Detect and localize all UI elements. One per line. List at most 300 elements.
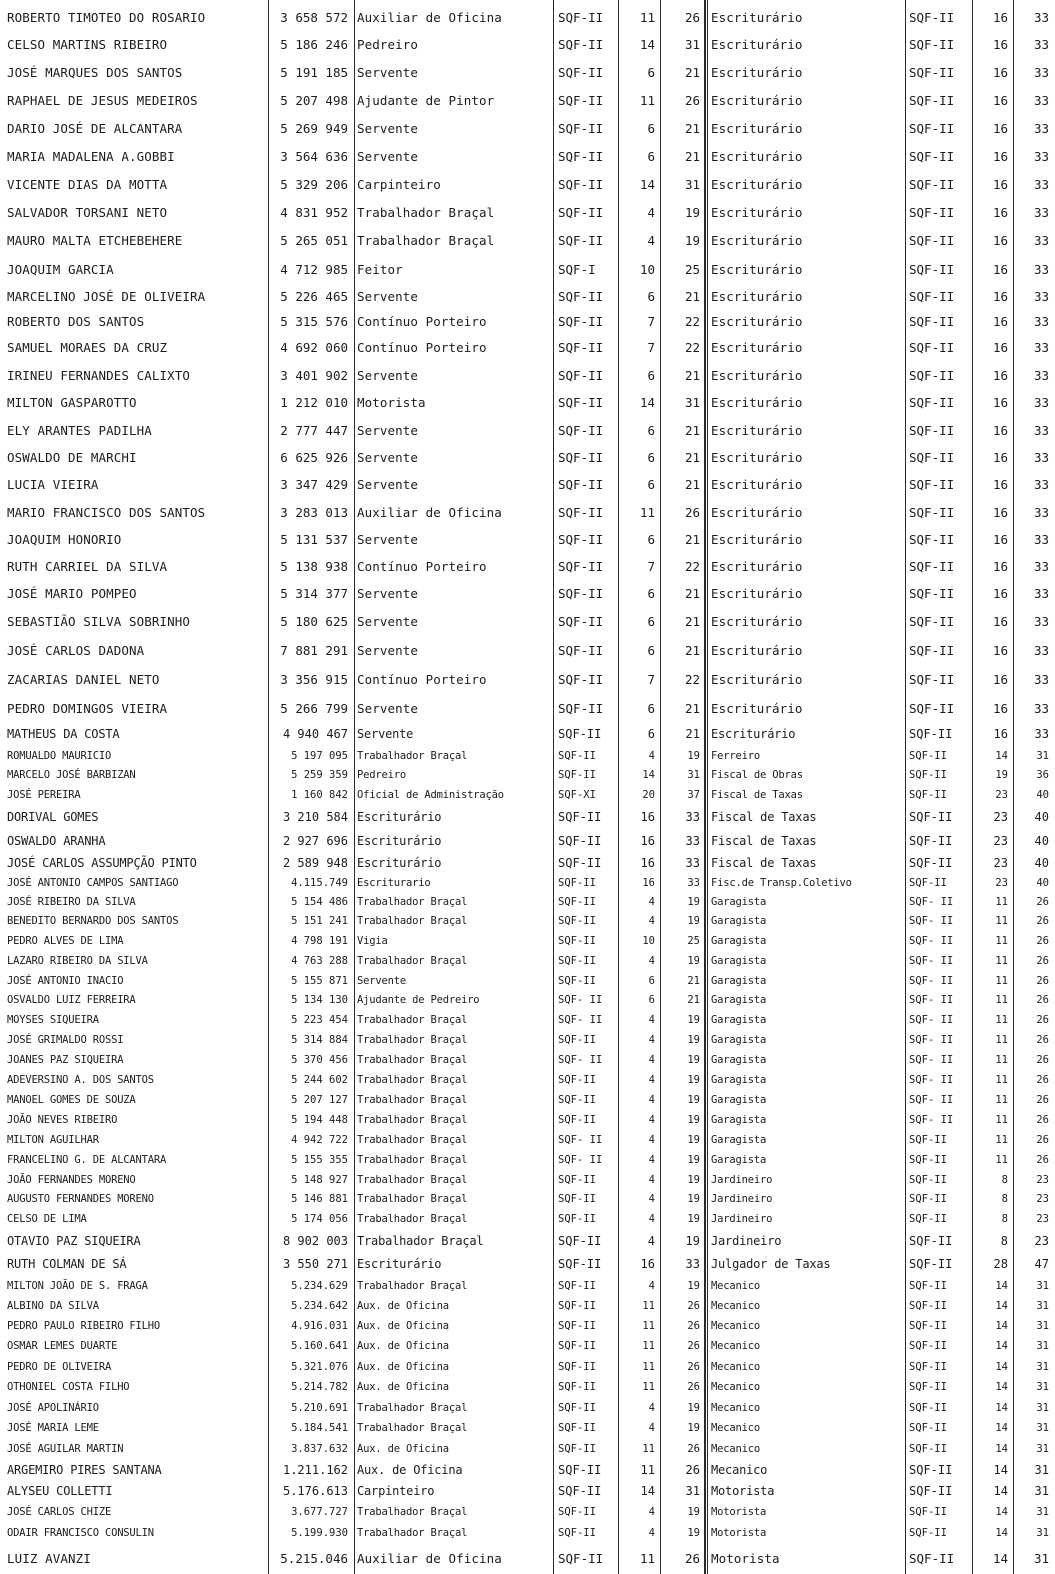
current-ref-cell: 7 <box>647 672 655 687</box>
registration-number-cell: 5 207 127 <box>291 1093 348 1106</box>
table-row <box>0 1110 1055 1130</box>
table-row <box>0 86 1055 115</box>
new-level-code-cell: SQF-II <box>909 1401 947 1414</box>
current-level-code-cell: SQF-II <box>558 1279 596 1292</box>
table-row <box>0 931 1055 951</box>
current-ref-cell: 20 <box>642 789 655 802</box>
table-row <box>0 226 1055 255</box>
new-level-code-cell: SQF- II <box>909 895 954 908</box>
current-ref-cell: 4 <box>648 1093 655 1106</box>
employee-name-cell: DARIO JOSÉ DE ALCANTARA <box>7 121 183 136</box>
new-grade-cell: 23 <box>1034 1233 1049 1248</box>
new-ref-cell: 23 <box>995 789 1008 802</box>
new-position-cell: Mecanico <box>711 1320 760 1332</box>
current-level-code-cell: SQF-II <box>558 672 604 687</box>
registration-number-cell: 3 658 572 <box>280 10 348 25</box>
new-grade-cell: 23 <box>1036 1193 1049 1206</box>
new-ref-cell: 16 <box>992 340 1008 356</box>
current-position-cell: Escriturario <box>357 877 431 890</box>
registration-number-cell: 4 798 191 <box>291 934 348 947</box>
new-ref-cell: 11 <box>995 1153 1008 1166</box>
new-level-code-cell: SQF-II <box>909 232 955 248</box>
current-grade-cell: 19 <box>687 895 700 908</box>
current-position-cell: Trabalhador Braçal <box>357 1527 468 1539</box>
current-level-code-cell: SQF-II <box>558 1193 596 1206</box>
new-position-cell: Jardineiro <box>711 1233 782 1248</box>
current-position-cell: Trabalhador Braçal <box>357 914 468 927</box>
current-level-code-cell: SQF-II <box>558 1320 596 1332</box>
current-ref-cell: 7 <box>647 314 655 329</box>
current-grade-cell: 26 <box>685 1462 700 1477</box>
new-ref-cell: 16 <box>992 559 1008 574</box>
registration-number-cell: 4 712 985 <box>280 261 348 277</box>
current-level-code-cell: SQF-II <box>558 37 604 53</box>
table-row <box>0 746 1055 766</box>
new-position-cell: Julgador de Taxas <box>711 1257 831 1272</box>
table-row <box>0 255 1055 284</box>
current-level-code-cell: SQF-II <box>558 914 596 927</box>
new-grade-cell: 33 <box>1033 700 1049 716</box>
current-ref-cell: 16 <box>640 833 655 848</box>
new-level-code-cell: SQF-II <box>909 64 955 80</box>
new-grade-cell: 31 <box>1033 1551 1049 1567</box>
current-position-cell: Servente <box>357 449 419 465</box>
registration-number-cell: 4 692 060 <box>280 340 348 356</box>
registration-number-cell: 7 881 291 <box>280 642 348 658</box>
column-rule <box>618 0 619 1574</box>
new-grade-cell: 33 <box>1033 586 1049 602</box>
employee-name-cell: ELY ARANTES PADILHA <box>7 422 152 438</box>
registration-number-cell: 5 155 871 <box>291 974 348 987</box>
table-row <box>0 1418 1055 1439</box>
new-position-cell: Escriturário <box>711 177 803 193</box>
new-ref-cell: 11 <box>995 895 1008 908</box>
current-position-cell: Trabalhador Braçal <box>357 1054 468 1067</box>
column-rule <box>553 0 554 1574</box>
registration-number-cell: 5 155 355 <box>291 1153 348 1166</box>
new-grade-cell: 33 <box>1033 642 1049 658</box>
employee-name-cell: OTHONIEL COSTA FILHO <box>7 1381 130 1394</box>
current-grade-cell: 22 <box>684 672 700 687</box>
current-position-cell: Aux. de Oficina <box>357 1340 449 1353</box>
current-position-cell: Servente <box>357 422 419 438</box>
current-grade-cell: 21 <box>684 642 700 658</box>
new-level-code-cell: SQF-II <box>909 1360 947 1373</box>
current-grade-cell: 19 <box>687 1074 700 1087</box>
new-position-cell: Escriturário <box>711 288 803 304</box>
new-level-code-cell: SQF- II <box>909 1014 954 1027</box>
employee-name-cell: MOYSES SIQUEIRA <box>7 1014 99 1027</box>
new-level-code-cell: SQF- II <box>909 1034 954 1047</box>
new-ref-cell: 8 <box>1000 1233 1008 1248</box>
new-ref-cell: 11 <box>995 1034 1008 1047</box>
current-grade-cell: 31 <box>684 37 700 53</box>
new-position-cell: Mecanico <box>711 1279 760 1292</box>
current-grade-cell: 21 <box>684 288 700 304</box>
employee-name-cell: JOSÉ AGUILAR MARTIN <box>7 1442 124 1455</box>
employee-name-cell: MANOEL GOMES DE SOUZA <box>7 1093 136 1106</box>
registration-number-cell: 2 589 948 <box>282 856 348 871</box>
current-ref-cell: 11 <box>642 1340 655 1353</box>
current-ref-cell: 4 <box>648 1422 655 1435</box>
new-position-cell: Mecanico <box>711 1299 760 1312</box>
current-ref-cell: 4 <box>648 914 655 927</box>
current-level-code-cell: SQF-II <box>558 1340 596 1353</box>
new-grade-cell: 31 <box>1034 1484 1049 1499</box>
new-level-code-cell: SQF-II <box>909 204 955 220</box>
current-level-code-cell: SQF-II <box>558 877 596 890</box>
registration-number-cell: 5 154 486 <box>291 895 348 908</box>
current-ref-cell: 11 <box>642 1442 655 1455</box>
current-ref-cell: 4 <box>648 1193 655 1206</box>
current-grade-cell: 19 <box>685 1233 700 1248</box>
employee-name-cell: PEDRO DE OLIVEIRA <box>7 1360 112 1373</box>
current-grade-cell: 19 <box>687 1093 700 1106</box>
current-level-code-cell: SQF-II <box>558 1442 596 1455</box>
employee-name-cell: SEBASTIÃO SILVA SOBRINHO <box>7 614 191 629</box>
current-position-cell: Servente <box>357 288 419 304</box>
current-grade-cell: 19 <box>687 914 700 927</box>
current-level-code-cell: SQF-II <box>558 1506 596 1519</box>
current-grade-cell: 26 <box>687 1320 700 1332</box>
new-grade-cell: 40 <box>1036 877 1049 890</box>
new-position-cell: Escriturário <box>711 614 803 629</box>
current-level-code-cell: SQF-II <box>558 10 604 25</box>
current-level-code-cell: SQF- II <box>558 1153 603 1166</box>
employee-name-cell: MARIA MADALENA A.GOBBI <box>7 149 175 165</box>
current-position-cell: Aux. de Oficina <box>357 1320 449 1332</box>
table-row <box>0 389 1055 417</box>
current-ref-cell: 7 <box>647 559 655 574</box>
current-level-code-cell: SQF-II <box>558 1360 596 1373</box>
column-rule <box>1013 0 1014 1574</box>
new-ref-cell: 23 <box>995 877 1008 890</box>
registration-number-cell: 8 902 003 <box>282 1233 348 1248</box>
new-grade-cell: 40 <box>1034 833 1049 848</box>
current-level-code-cell: SQF-II <box>558 449 604 465</box>
new-ref-cell: 14 <box>995 1381 1008 1394</box>
current-level-code-cell: SQF-II <box>558 1034 596 1047</box>
new-ref-cell: 11 <box>995 1093 1008 1106</box>
current-position-cell: Contínuo Porteiro <box>357 559 487 574</box>
current-grade-cell: 21 <box>684 477 700 493</box>
new-position-cell: Escriturário <box>711 314 803 329</box>
current-position-cell: Trabalhador Braçal <box>357 1113 468 1126</box>
current-ref-cell: 6 <box>647 64 655 80</box>
new-grade-cell: 26 <box>1036 1074 1049 1087</box>
new-level-code-cell: SQF-II <box>909 1173 947 1186</box>
current-position-cell: Trabalhador Braçal <box>357 232 495 248</box>
new-grade-cell: 26 <box>1036 994 1049 1007</box>
employee-name-cell: CELSO MARTINS RIBEIRO <box>7 37 168 53</box>
current-level-code-cell: SQF-II <box>558 700 604 716</box>
new-level-code-cell: SQF-II <box>909 1340 947 1353</box>
current-ref-cell: 6 <box>647 700 655 716</box>
current-grade-cell: 21 <box>684 422 700 438</box>
registration-number-cell: 5 329 206 <box>280 177 348 193</box>
current-level-code-cell: SQF-I <box>558 261 596 277</box>
employee-name-cell: OSMAR LEMES DUARTE <box>7 1340 118 1353</box>
new-position-cell: Garagista <box>711 1093 767 1106</box>
new-level-code-cell: SQF- II <box>909 1113 954 1126</box>
employee-name-cell: RUTH COLMAN DE SÁ <box>7 1257 127 1272</box>
current-ref-cell: 6 <box>647 642 655 658</box>
table-row <box>0 580 1055 608</box>
registration-number-cell: 3 356 915 <box>280 672 348 687</box>
new-grade-cell: 23 <box>1036 1173 1049 1186</box>
current-position-cell: Auxiliar de Oficina <box>357 10 502 25</box>
current-level-code-cell: SQF-II <box>558 559 604 574</box>
new-position-cell: Escriturário <box>711 395 803 411</box>
registration-number-cell: 5.215.046 <box>280 1551 348 1567</box>
employee-name-cell: ROBERTO DOS SANTOS <box>7 314 145 329</box>
new-position-cell: Garagista <box>711 1074 767 1087</box>
new-position-cell: Mecanico <box>711 1401 760 1414</box>
current-grade-cell: 21 <box>687 974 700 987</box>
new-grade-cell: 26 <box>1036 1014 1049 1027</box>
employee-name-cell: MILTON JOÃO DE S. FRAGA <box>7 1279 148 1292</box>
current-grade-cell: 21 <box>687 994 700 1007</box>
current-grade-cell: 26 <box>684 10 700 25</box>
employee-name-cell: ARGEMIRO PIRES SANTANA <box>7 1462 162 1477</box>
current-ref-cell: 6 <box>647 422 655 438</box>
new-grade-cell: 33 <box>1033 10 1049 25</box>
current-ref-cell: 4 <box>648 1173 655 1186</box>
new-level-code-cell: SQF-II <box>909 149 955 165</box>
new-grade-cell: 31 <box>1034 1462 1049 1477</box>
current-level-code-cell: SQF-XI <box>558 789 596 802</box>
current-position-cell: Auxiliar de Oficina <box>357 1551 502 1567</box>
registration-number-cell: 2 927 696 <box>282 833 348 848</box>
current-ref-cell: 11 <box>639 92 655 108</box>
employee-name-cell: ROBERTO TIMOTEO DO ROSARIO <box>7 10 206 25</box>
current-grade-cell: 19 <box>687 1279 700 1292</box>
new-position-cell: Garagista <box>711 954 767 967</box>
current-level-code-cell: SQF-II <box>558 232 604 248</box>
new-ref-cell: 11 <box>995 914 1008 927</box>
employee-name-cell: JOSÉ ANTONIO INACIO <box>7 974 124 987</box>
current-level-code-cell: SQF-II <box>558 1381 596 1394</box>
employee-name-cell: LUIZ AVANZI <box>7 1551 91 1567</box>
registration-number-cell: 3 283 013 <box>280 504 348 520</box>
new-grade-cell: 33 <box>1033 422 1049 438</box>
new-level-code-cell: SQF-II <box>909 1462 953 1477</box>
current-position-cell: Trabalhador Braçal <box>357 1093 468 1106</box>
new-ref-cell: 11 <box>995 994 1008 1007</box>
employee-name-cell: RUTH CARRIEL DA SILVA <box>7 559 168 574</box>
current-ref-cell: 16 <box>642 877 655 890</box>
table-row <box>0 284 1055 310</box>
current-level-code-cell: SQF-II <box>558 895 596 908</box>
new-position-cell: Garagista <box>711 1113 767 1126</box>
new-level-code-cell: SQF-II <box>909 449 955 465</box>
current-position-cell: Trabalhador Braçal <box>357 1401 468 1414</box>
new-position-cell: Escriturário <box>711 672 803 687</box>
new-position-cell: Fisc.de Transp.Coletivo <box>711 877 852 890</box>
current-grade-cell: 25 <box>687 934 700 947</box>
current-level-code-cell: SQF-II <box>558 367 604 383</box>
employee-name-cell: ZACARIAS DANIEL NETO <box>7 672 160 687</box>
registration-number-cell: 5 315 576 <box>280 314 348 329</box>
new-grade-cell: 33 <box>1033 449 1049 465</box>
new-level-code-cell: SQF-II <box>909 769 947 782</box>
registration-number-cell: 5 265 051 <box>280 232 348 248</box>
table-row <box>0 1316 1055 1336</box>
new-level-code-cell: SQF-II <box>909 1442 947 1455</box>
new-position-cell: Motorista <box>711 1484 775 1499</box>
column-rule <box>905 0 906 1574</box>
new-ref-cell: 16 <box>992 532 1008 547</box>
registration-number-cell: 5 131 537 <box>280 532 348 547</box>
current-grade-cell: 26 <box>684 504 700 520</box>
new-position-cell: Escriturário <box>711 477 803 493</box>
new-level-code-cell: SQF-II <box>909 1320 947 1332</box>
current-position-cell: Aux. de Oficina <box>357 1462 463 1477</box>
current-level-code-cell: SQF-II <box>558 1093 596 1106</box>
new-grade-cell: 33 <box>1033 532 1049 547</box>
new-level-code-cell: SQF-II <box>909 1381 947 1394</box>
employee-name-cell: JOSÉ PEREIRA <box>7 789 81 802</box>
new-level-code-cell: SQF-II <box>909 833 953 848</box>
registration-number-cell: 4 831 952 <box>280 204 348 220</box>
current-grade-cell: 21 <box>684 149 700 165</box>
new-position-cell: Escriturário <box>711 64 803 80</box>
table-row <box>0 874 1055 893</box>
new-grade-cell: 31 <box>1036 1381 1049 1394</box>
current-level-code-cell: SQF-II <box>558 934 596 947</box>
current-ref-cell: 11 <box>642 1360 655 1373</box>
column-rule <box>704 0 706 1574</box>
current-position-cell: Trabalhador Braçal <box>357 1074 468 1087</box>
current-ref-cell: 4 <box>648 1506 655 1519</box>
current-ref-cell: 14 <box>639 37 655 53</box>
new-position-cell: Escriturário <box>711 121 803 136</box>
new-ref-cell: 16 <box>992 177 1008 193</box>
new-ref-cell: 14 <box>995 1340 1008 1353</box>
new-level-code-cell: SQF-II <box>909 700 955 716</box>
new-position-cell: Motorista <box>711 1527 767 1539</box>
new-level-code-cell: SQF-II <box>909 1133 947 1146</box>
new-ref-cell: 16 <box>992 10 1008 25</box>
new-grade-cell: 31 <box>1036 1340 1049 1353</box>
table-row <box>0 991 1055 1011</box>
new-grade-cell: 26 <box>1036 1133 1049 1146</box>
new-position-cell: Escriturário <box>711 559 803 574</box>
new-grade-cell: 26 <box>1036 1054 1049 1067</box>
new-position-cell: Escriturário <box>711 261 803 277</box>
new-position-cell: Motorista <box>711 1506 767 1519</box>
new-ref-cell: 16 <box>992 92 1008 108</box>
current-grade-cell: 19 <box>687 1034 700 1047</box>
new-ref-cell: 11 <box>995 1014 1008 1027</box>
employee-name-cell: PEDRO PAULO RIBEIRO FILHO <box>7 1320 161 1332</box>
current-position-cell: Trabalhador Braçal <box>357 1133 468 1146</box>
table-row <box>0 1439 1055 1460</box>
new-ref-cell: 14 <box>995 1279 1008 1292</box>
new-ref-cell: 11 <box>995 1074 1008 1087</box>
new-level-code-cell: SQF-II <box>909 1506 947 1519</box>
employee-name-cell: RAPHAEL DE JESUS MEDEIROS <box>7 92 198 108</box>
employee-name-cell: PEDRO ALVES DE LIMA <box>7 934 124 947</box>
current-ref-cell: 11 <box>642 1381 655 1394</box>
table-row <box>0 59 1055 87</box>
new-level-code-cell: SQF-II <box>909 856 953 871</box>
current-position-cell: Trabalhador Braçal <box>357 1213 468 1226</box>
new-level-code-cell: SQF-II <box>909 1527 947 1539</box>
new-level-code-cell: SQF-II <box>909 367 955 383</box>
current-position-cell: Servente <box>357 974 406 987</box>
current-ref-cell: 4 <box>648 1153 655 1166</box>
current-level-code-cell: SQF-II <box>558 810 602 825</box>
table-row <box>0 417 1055 444</box>
new-ref-cell: 16 <box>992 204 1008 220</box>
current-ref-cell: 10 <box>642 934 655 947</box>
current-position-cell: Trabalhador Braçal <box>357 1193 468 1206</box>
employee-name-cell: MARIO FRANCISCO DOS SANTOS <box>7 504 206 520</box>
employee-name-cell: ODAIR FRANCISCO CONSULIN <box>7 1527 154 1539</box>
current-position-cell: Trabalhador Braçal <box>357 1506 468 1519</box>
new-grade-cell: 33 <box>1033 204 1049 220</box>
table-row <box>0 1459 1055 1481</box>
current-ref-cell: 6 <box>647 726 655 741</box>
current-level-code-cell: SQF- II <box>558 994 603 1007</box>
current-grade-cell: 26 <box>687 1299 700 1312</box>
employee-name-cell: IRINEU FERNANDES CALIXTO <box>7 367 191 383</box>
employee-name-cell: JOSÉ MARQUES DOS SANTOS <box>7 64 183 80</box>
current-grade-cell: 31 <box>684 177 700 193</box>
current-ref-cell: 6 <box>647 614 655 629</box>
new-level-code-cell: SQF- II <box>909 1093 954 1106</box>
current-ref-cell: 16 <box>640 1257 655 1272</box>
new-ref-cell: 8 <box>1001 1213 1008 1226</box>
new-position-cell: Escriturário <box>711 586 803 602</box>
current-grade-cell: 31 <box>685 1484 700 1499</box>
new-grade-cell: 33 <box>1033 288 1049 304</box>
registration-number-cell: 5 194 448 <box>291 1113 348 1126</box>
current-level-code-cell: SQF-II <box>558 1173 596 1186</box>
new-grade-cell: 33 <box>1033 504 1049 520</box>
new-grade-cell: 26 <box>1036 934 1049 947</box>
new-level-code-cell: SQF-II <box>909 1233 953 1248</box>
new-grade-cell: 31 <box>1036 1320 1049 1332</box>
current-level-code-cell: SQF-II <box>558 614 604 629</box>
current-level-code-cell: SQF-II <box>558 769 596 782</box>
new-level-code-cell: SQF-II <box>909 477 955 493</box>
new-position-cell: Fiscal de Taxas <box>711 810 817 825</box>
current-position-cell: Contínuo Porteiro <box>357 672 487 687</box>
current-ref-cell: 4 <box>647 232 655 248</box>
new-position-cell: Escriturário <box>711 700 803 716</box>
current-grade-cell: 33 <box>685 833 700 848</box>
current-grade-cell: 19 <box>687 1401 700 1414</box>
current-position-cell: Servente <box>357 367 419 383</box>
new-grade-cell: 26 <box>1036 1153 1049 1166</box>
current-ref-cell: 6 <box>647 367 655 383</box>
table-row <box>0 334 1055 362</box>
table-row <box>0 199 1055 226</box>
current-ref-cell: 11 <box>642 1320 655 1332</box>
new-position-cell: Mecanico <box>711 1422 760 1435</box>
current-grade-cell: 31 <box>687 769 700 782</box>
current-level-code-cell: SQF-II <box>558 92 604 108</box>
current-ref-cell: 4 <box>647 1233 655 1248</box>
current-position-cell: Trabalhador Braçal <box>357 1422 468 1435</box>
registration-number-cell: 3.677.727 <box>291 1506 348 1519</box>
current-grade-cell: 25 <box>684 261 700 277</box>
current-position-cell: Trabalhador Braçal <box>357 1014 468 1027</box>
table-row <box>0 499 1055 527</box>
current-position-cell: Aux. de Oficina <box>357 1381 449 1394</box>
